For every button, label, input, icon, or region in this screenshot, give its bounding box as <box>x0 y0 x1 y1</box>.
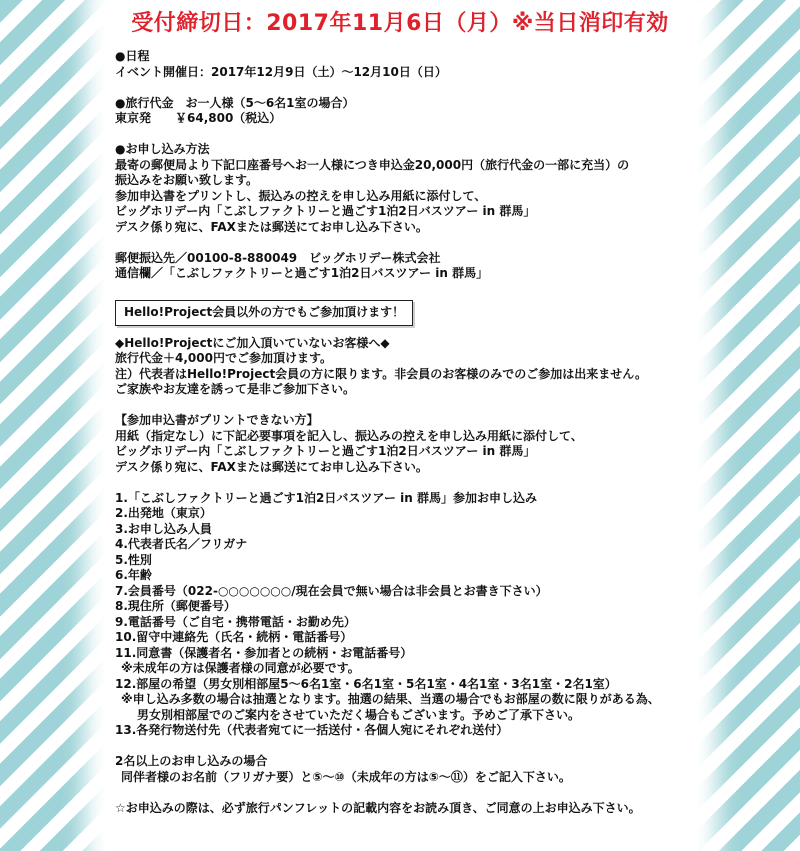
apply-line: 最寄の郵便局より下記口座番号へお一人様につき申込金20,000円（旅行代金の一部に充当）の <box>115 157 630 172</box>
required-item: 12.部屋の希望（男女別相部屋5～6名1室・6名1室・5名1室・4名1室・3名1室・2名1室） <box>115 676 617 691</box>
noprint-line: デスク係り宛に、FAXまたは郵送にてお申し込み下さい。 <box>115 459 428 474</box>
required-item: 10.留守中連絡先（氏名・続柄・電話番号） <box>115 630 353 644</box>
item12-note: ※申し込み多数の場合は抽選となります。抽選の結果、当選の場合でもお部屋の数に限りがある為、 <box>121 692 660 706</box>
apply-line: 参加申込書をプリントし、振込みの控えを申し込み用紙に添付して、 <box>115 188 487 203</box>
apply-line: ビッグホリデー内「こぶしファクトリーと過ごす1泊2日バスツアー in 群馬」 <box>115 204 536 218</box>
noprint-line: 用紙（指定なし）に下記必要事項を記入し、振込みの控えを申し込み用紙に添付して、 <box>115 428 583 443</box>
nonmember-line: ご家族やお友達を誘って是非ご参加下さい。 <box>115 382 356 396</box>
group-heading: 2名以上のお申し込みの場合 <box>115 754 268 768</box>
noprint-heading: 【参加申込書がプリントできない方】 <box>115 413 319 427</box>
required-item: 1.「こぶしファクトリーと過ごす1泊2日バスツアー in 群馬」参加お申し込み <box>115 490 538 505</box>
event-dates: イベント開催日：2017年12月9日（土）～12月10日（日） <box>115 64 447 79</box>
apply-heading: ●お申し込み方法 <box>115 142 210 156</box>
required-item: 2.出発地（東京） <box>115 506 212 520</box>
required-item: 13.各発行物送付先（代表者宛てに一括送付・各個人宛にそれぞれ送付） <box>115 723 509 737</box>
item11-note: ※未成年の方は保護者様の同意が必要です。 <box>121 661 360 675</box>
group-line: 同伴者様のお名前（フリガナ要）と⑤～⑩（未成年の方は⑤～⑪）をご記入下さい。 <box>121 769 571 784</box>
nonmember-heading: ◆Hello!Projectにご加入頂いていないお客様へ◆ <box>115 335 390 350</box>
required-item: 3.お申し込み人員 <box>115 521 212 536</box>
nonmember-line: 旅行代金＋4,000円でご参加頂けます。 <box>115 351 332 365</box>
footer-note: ☆お申込みの際は、必ず旅行パンフレットの記載内容をお読み頂き、ご同意の上お申込み下さい。 <box>115 800 641 815</box>
nonmember-notice-box: Hello!Project会員以外の方でもご参加頂けます！ <box>115 300 413 326</box>
required-item: 6.年齢 <box>115 568 152 582</box>
item12-note: 男女別相部屋でのご案内をさせていただく場合もございます。予めご了承下さい。 <box>137 707 581 722</box>
apply-line: デスク係り宛に、FAXまたは郵送にてお申し込み下さい。 <box>115 219 428 234</box>
nonmember-line: 注）代表者はHello!Project会員の方に限ります。非会員のお客様のみでのご参加は出来ません。 <box>115 366 647 381</box>
required-item: 5.性別 <box>115 552 152 567</box>
apply-line: 振込みをお願い致します。 <box>115 173 259 187</box>
required-item: 8.現住所（郵便番号） <box>115 599 236 613</box>
postal-account: 郵便振込先／00100-8-880049 ビッグホリデー株式会社 <box>115 250 441 265</box>
required-item: 4.代表者氏名／フリガナ <box>115 537 248 551</box>
required-item: 7.会員番号（022-○○○○○○○/現在会員で無い場合は非会員とお書き下さい） <box>115 583 548 598</box>
price-heading: ●旅行代金 お一人様（5～6名1室の場合） <box>115 95 355 110</box>
postal-memo: 通信欄／「こぶしファクトリーと過ごす1泊2日バスツアー in 群馬」 <box>115 266 489 280</box>
price-tokyo: 東京発 ￥64,800（税込） <box>115 111 282 125</box>
schedule-heading: ●日程 <box>115 49 150 63</box>
required-item: 11.同意書（保護者名・参加者との続柄・お電話番号） <box>115 645 413 660</box>
required-item: 9.電話番号（ご自宅・携帯電話・お勤め先） <box>115 614 356 629</box>
deadline-banner: 受付締切日：2017年11月6日（月）※当日消印有効 <box>131 11 669 36</box>
noprint-line: ビッグホリデー内「こぶしファクトリーと過ごす1泊2日バスツアー in 群馬」 <box>115 444 536 458</box>
application-info <box>115 49 695 816</box>
